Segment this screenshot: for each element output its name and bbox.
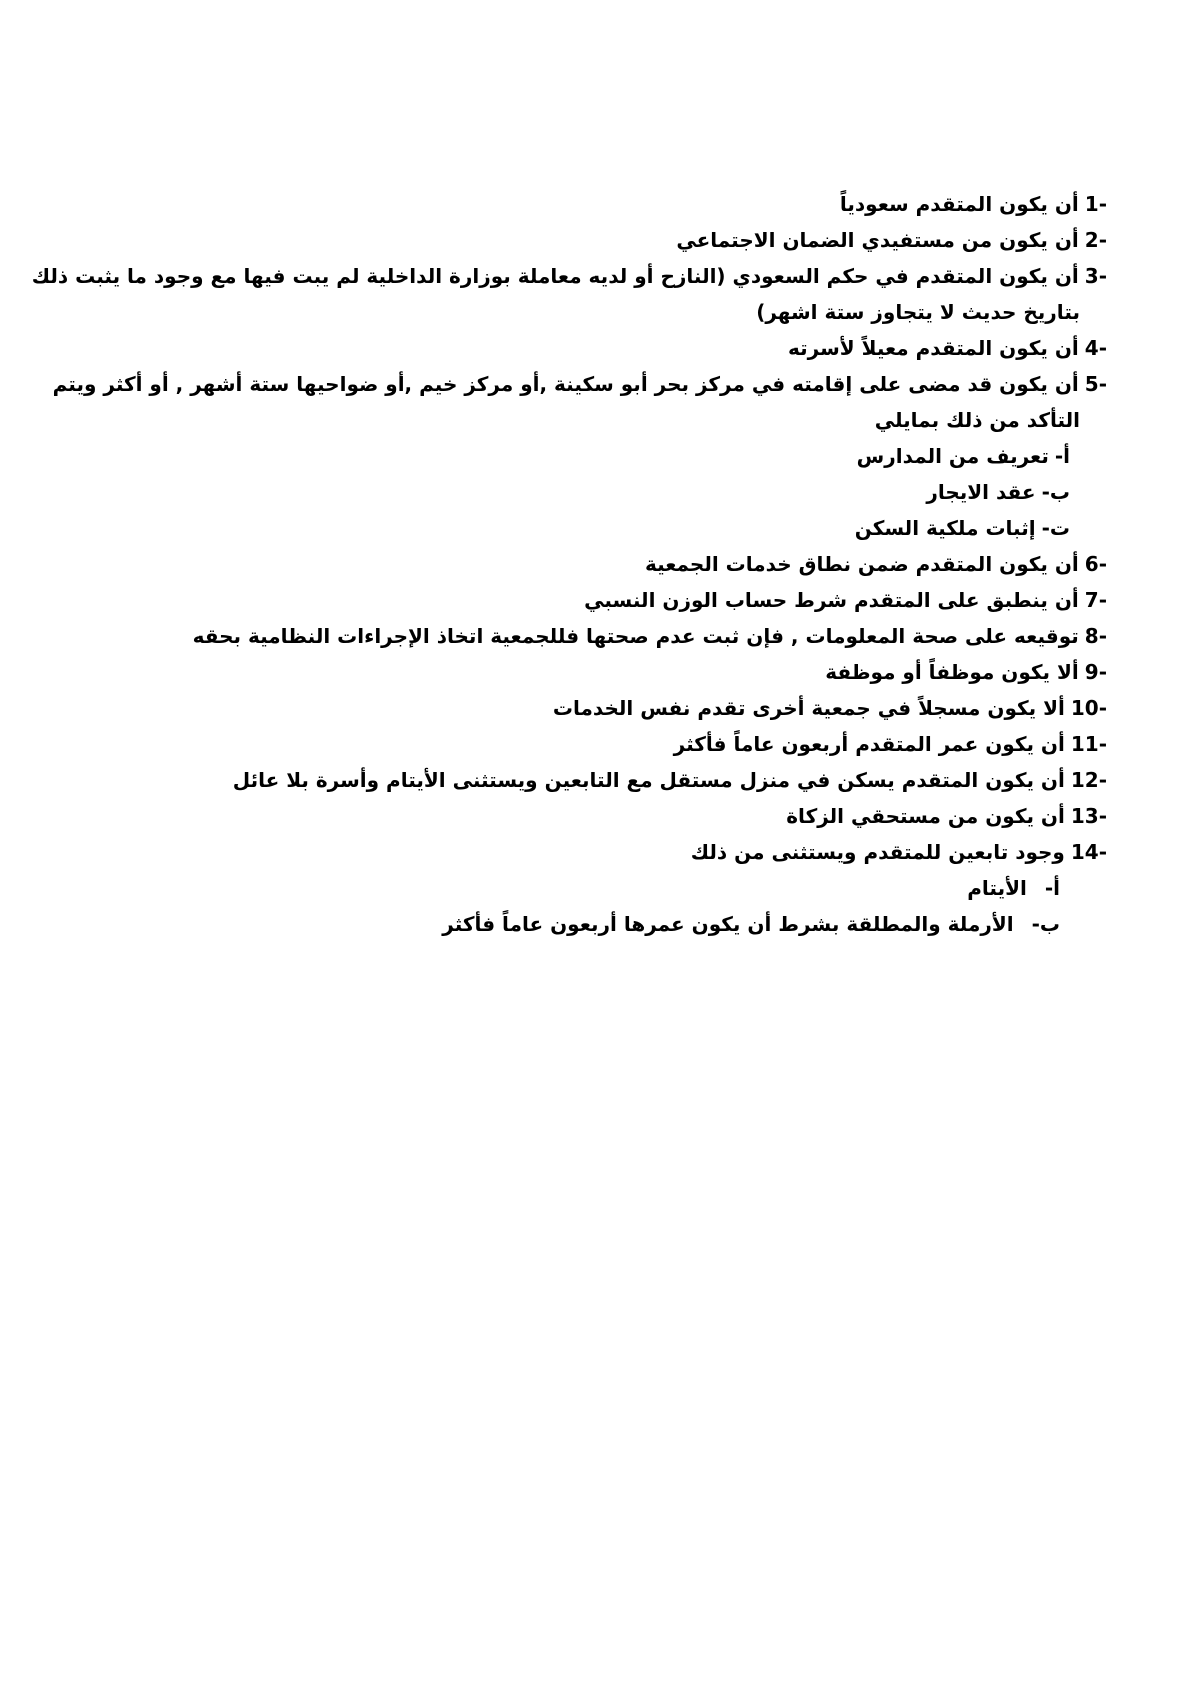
- sub-list-item: [855, 510, 1070, 546]
- item-text: أن يكون من مستحقي الزكاة: [786, 804, 1065, 828]
- list-item: [825, 654, 1107, 690]
- sub-item-marker: ب-: [1041, 480, 1070, 504]
- item-text: ألا يكون موظفاً أو موظفة: [825, 660, 1079, 684]
- item-text: أن يكون المتقدم سعودياً: [839, 192, 1079, 216]
- list-item-continuation: [756, 294, 1080, 330]
- list-item: [788, 330, 1107, 366]
- item-text: أن يكون من مستفيدي الضمان الاجتماعي: [676, 228, 1079, 252]
- item-number: 9-: [1084, 660, 1107, 684]
- sub-item-marker: أ-: [1054, 444, 1070, 468]
- list-item: [584, 582, 1107, 618]
- sub-item-marker: ت-: [1041, 516, 1070, 540]
- list-item: [553, 690, 1107, 726]
- list-item: [786, 798, 1107, 834]
- item-text: توقيعه على صحة المعلومات , فإن ثبت عدم صحتها فللجمعية اتخاذ الإجراءات النظامية بحقه: [192, 624, 1079, 648]
- item-text: أن يكون المتقدم يسكن في منزل مستقل مع التابعين ويستثنى الأيتام وأسرة بلا عائل: [232, 768, 1065, 792]
- item-text: وجود تابعين للمتقدم ويستثنى من ذلك: [690, 840, 1065, 864]
- sub-item-text: الأيتام: [967, 876, 1027, 900]
- item-text: أن يكون المتقدم معيلاً لأسرته: [788, 336, 1079, 360]
- list-item: [676, 222, 1107, 258]
- list-item: [233, 762, 1107, 798]
- item-text: أن يكون عمر المتقدم أربعون عاماً فأكثر: [673, 732, 1065, 756]
- item-number: 1-: [1084, 192, 1107, 216]
- item-number: 13-: [1070, 804, 1107, 828]
- item-number: 7-: [1084, 588, 1107, 612]
- list-item: [53, 366, 1107, 402]
- item-number: 11-: [1070, 732, 1107, 756]
- item-text: التأكد من ذلك بمايلي: [874, 408, 1080, 432]
- list-item: [32, 258, 1107, 294]
- sub-item-text: إثبات ملكية السكن: [854, 516, 1036, 540]
- item-number: 12-: [1070, 768, 1107, 792]
- item-text: أن ينطبق على المتقدم شرط حساب الوزن النسبي: [584, 588, 1079, 612]
- item-number: 5-: [1084, 372, 1107, 396]
- item-text: أن يكون المتقدم في حكم السعودي (النازح أو لديه معاملة بوزارة الداخلية لم يبت فيها مع وجود ما يثبت ذلك: [31, 264, 1079, 288]
- list-item: [674, 726, 1107, 762]
- sub-item-text: تعريف من المدارس: [856, 444, 1049, 468]
- list-item: [840, 186, 1107, 222]
- sub-item-text: الأرملة والمطلقة بشرط أن يكون عمرها أربعون عاماً فأكثر: [442, 912, 1014, 936]
- item-text: أن يكون قد مضى على إقامته في مركز بحر أبو سكينة ,أو مركز خيم ,أو ضواحيها ستة أشهر , أو أكثر ويتم: [52, 372, 1079, 396]
- item-number: 8-: [1084, 624, 1107, 648]
- item-number: 2-: [1084, 228, 1107, 252]
- sub-item-text: عقد الايجار: [926, 480, 1036, 504]
- item-text: ألا يكون مسجلاً في جمعية أخرى تقدم نفس الخدمات: [552, 696, 1065, 720]
- list-item: [691, 834, 1107, 870]
- sub-list-item: [926, 474, 1070, 510]
- sub-item-marker: ب-: [1031, 912, 1060, 936]
- item-number: 10-: [1070, 696, 1107, 720]
- list-item-continuation: [875, 402, 1080, 438]
- sub-list-item: [857, 438, 1070, 474]
- item-number: 6-: [1084, 552, 1107, 576]
- sub-item-marker: أ-: [1044, 876, 1060, 900]
- sub-list-item: [442, 906, 1060, 942]
- item-text: أن يكون المتقدم ضمن نطاق خدمات الجمعية: [644, 552, 1079, 576]
- list-item: [645, 546, 1107, 582]
- item-text: بتاريخ حديث لا يتجاوز ستة اشهر): [756, 300, 1080, 324]
- sub-list-item: [967, 870, 1060, 906]
- list-item: [193, 618, 1107, 654]
- item-number: 14-: [1070, 840, 1107, 864]
- item-number: 4-: [1084, 336, 1107, 360]
- item-number: 3-: [1084, 264, 1107, 288]
